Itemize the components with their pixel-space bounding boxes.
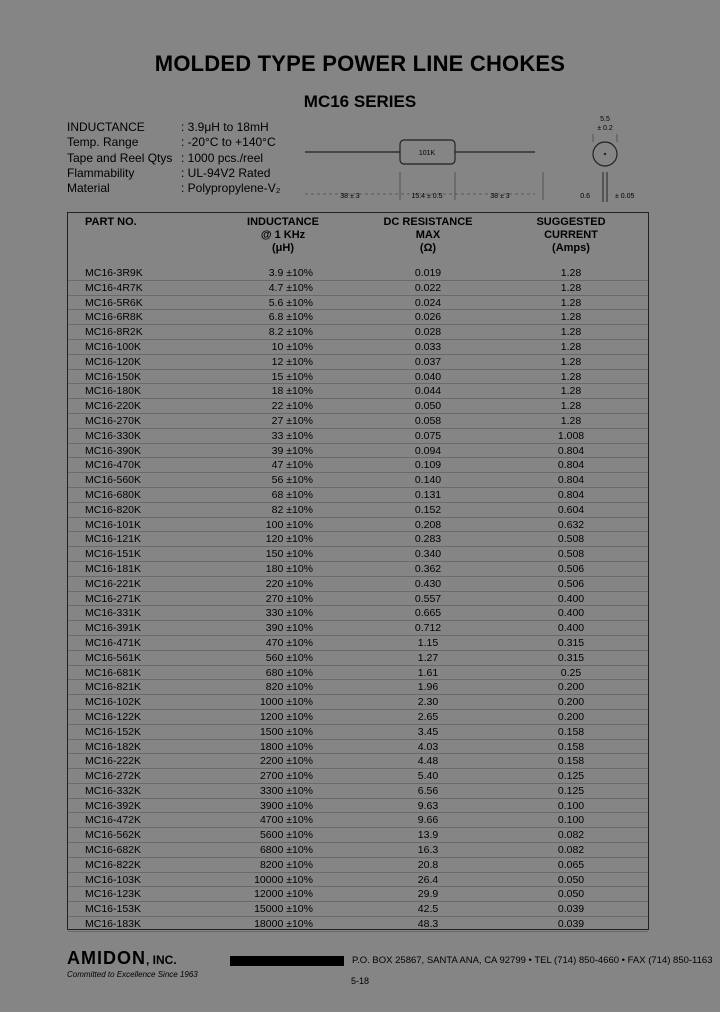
header-line: SUGGESTED: [536, 216, 606, 228]
dim-diameter: 5.5: [600, 116, 610, 123]
series-title: MC16 SERIES: [303, 92, 417, 111]
inductance-value: 47 ±10%: [271, 459, 313, 472]
current-value: 0.158: [557, 725, 585, 738]
current-value: 1.28: [560, 267, 582, 279]
header-line: (Ω): [419, 242, 437, 254]
dc-resistance-value: 0.028: [414, 326, 442, 339]
dc-resistance-value: 0.033: [414, 340, 442, 353]
part-number: MC16-123K: [85, 888, 142, 901]
current-value: 0.065: [557, 858, 585, 871]
table-row: [68, 384, 648, 399]
part-number: MC16-680K: [85, 488, 142, 501]
part-number: MC16-471K: [85, 636, 142, 649]
table-row: [68, 429, 648, 444]
dc-resistance-value: 0.044: [414, 385, 442, 398]
table-row: [68, 266, 648, 281]
header-part-no: PART NO.: [85, 216, 137, 228]
part-number: MC16-222K: [85, 755, 142, 768]
part-number: MC16-330K: [85, 429, 142, 442]
spec-label: INDUCTANCE: [67, 120, 145, 134]
inductance-value: 3.9 ±10%: [268, 267, 313, 279]
inductance-value: 5600 ±10%: [259, 829, 313, 842]
table-row: [68, 769, 648, 784]
company-address: P.O. BOX 25867, SANTA ANA, CA 92799 • TEL (714) 850-4660 • FAX (714) 850-1163: [352, 955, 713, 966]
table-row: [68, 680, 648, 695]
table-row: [68, 666, 648, 681]
dc-resistance-value: 0.283: [414, 533, 442, 546]
dc-resistance-value: 2.65: [417, 710, 439, 723]
dc-resistance-value: 1.61: [417, 666, 439, 679]
part-number: MC16-390K: [85, 444, 142, 457]
dc-resistance-value: 26.4: [417, 873, 439, 886]
inductance-value: 180 ±10%: [265, 562, 313, 575]
table-row: [68, 281, 648, 296]
inductance-value: 330 ±10%: [265, 607, 313, 620]
dc-resistance-value: 16.3: [417, 844, 439, 857]
part-number: MC16-180K: [85, 385, 142, 398]
inductance-value: 82 ±10%: [271, 503, 313, 516]
table-row: [68, 296, 648, 311]
current-value: 0.506: [557, 562, 585, 575]
table-row: [68, 636, 648, 651]
dim-wire-tol: ± 0.05: [615, 193, 635, 200]
current-value: 0.200: [557, 696, 585, 709]
current-value: 1.28: [560, 296, 582, 309]
part-number: MC16-331K: [85, 607, 142, 620]
part-number: MC16-151K: [85, 548, 142, 561]
body-marking: 101K: [418, 150, 436, 157]
inductance-value: 12 ±10%: [271, 355, 313, 368]
inductance-value: 27 ±10%: [271, 414, 313, 427]
table-row: [68, 547, 648, 562]
part-number: MC16-332K: [85, 784, 142, 797]
part-number: MC16-221K: [85, 577, 142, 590]
table-row: [68, 488, 648, 503]
dc-resistance-value: 0.094: [414, 444, 442, 457]
table-row: [68, 340, 648, 355]
dc-resistance-value: 0.019: [414, 267, 442, 279]
inductance-value: 33 ±10%: [271, 429, 313, 442]
part-number: MC16-102K: [85, 696, 142, 709]
spec-label: Material: [67, 181, 110, 196]
dc-resistance-value: 0.050: [414, 400, 442, 413]
dc-resistance-value: 0.340: [414, 548, 442, 561]
header-inductance: [233, 216, 333, 255]
current-value: 1.28: [560, 370, 582, 383]
header-line: MAX: [415, 229, 441, 241]
dc-resistance-value: 0.058: [414, 414, 442, 427]
dc-resistance-value: 0.208: [414, 518, 442, 531]
table-row: [68, 725, 648, 740]
current-value: 0.315: [557, 651, 585, 664]
part-number: MC16-470K: [85, 459, 142, 472]
part-number: MC16-183K: [85, 918, 142, 931]
table-row: [68, 577, 648, 592]
table-row: [68, 873, 648, 888]
spec-value: : -20°C to +140°C: [181, 135, 276, 150]
inductance-value: 220 ±10%: [265, 577, 313, 590]
current-value: 1.28: [560, 355, 582, 368]
part-number: MC16-560K: [85, 474, 142, 487]
dim-body: 15.4 ± 0.5: [411, 193, 443, 200]
inductance-value: 18 ±10%: [271, 385, 313, 398]
dc-resistance-value: 0.140: [414, 474, 442, 487]
table-row: [68, 310, 648, 325]
current-value: 1.28: [560, 326, 582, 339]
current-value: 0.25: [560, 666, 582, 679]
table-row: [68, 710, 648, 725]
dc-resistance-value: 0.022: [414, 281, 442, 294]
spec-list: [67, 120, 280, 196]
dc-resistance-value: 0.712: [414, 622, 442, 635]
dc-resistance-value: 0.131: [414, 488, 442, 501]
inductance-value: 120 ±10%: [265, 533, 313, 546]
spec-label: Temp. Range: [67, 135, 139, 150]
table-row: [68, 518, 648, 533]
spec-row: [67, 181, 280, 196]
table-row: [68, 813, 648, 828]
inductance-value: 10 ±10%: [271, 340, 313, 353]
header-dc-resistance: [373, 216, 483, 255]
table-row: [68, 754, 648, 769]
dc-resistance-value: 9.66: [417, 814, 439, 827]
inductance-value: 15000 ±10%: [254, 903, 313, 916]
part-number: MC16-122K: [85, 710, 142, 723]
table-row: [68, 887, 648, 902]
table-row: [68, 828, 648, 843]
current-value: 1.28: [560, 400, 582, 413]
header-current: [526, 216, 616, 255]
table-row: [68, 799, 648, 814]
inductance-value: 4700 ±10%: [259, 814, 313, 827]
dc-resistance-value: 0.430: [414, 577, 442, 590]
inductance-value: 1200 ±10%: [259, 710, 313, 723]
spec-label: Flammability: [67, 165, 135, 180]
dim-lead-left: 38 ± 3: [340, 193, 360, 200]
part-number: MC16-5R6K: [85, 296, 143, 309]
inductance-value: 100 ±10%: [265, 518, 313, 531]
inductance-value: 2700 ±10%: [259, 770, 313, 783]
current-value: 0.804: [557, 459, 585, 472]
current-value: 1.28: [560, 281, 582, 294]
table-row: [68, 740, 648, 755]
current-value: 1.28: [560, 414, 582, 427]
dim-diameter-tol: ± 0.2: [597, 125, 613, 132]
specification-table: [67, 212, 649, 930]
part-number: MC16-3R9K: [85, 267, 143, 279]
table-row: [68, 695, 648, 710]
inductance-value: 4.7 ±10%: [268, 281, 313, 294]
current-value: 0.158: [557, 740, 585, 753]
header-line: DC RESISTANCE: [383, 216, 473, 228]
current-value: 1.008: [557, 429, 585, 442]
inductance-value: 150 ±10%: [265, 548, 313, 561]
table-row: [68, 444, 648, 459]
dc-resistance-value: 42.5: [417, 903, 439, 916]
current-value: 0.400: [557, 592, 585, 605]
inductance-value: 3300 ±10%: [259, 784, 313, 797]
part-number: MC16-681K: [85, 666, 142, 679]
inductance-value: 6.8 ±10%: [268, 311, 313, 324]
table-header: [68, 213, 648, 263]
dc-resistance-value: 13.9: [417, 829, 439, 842]
dc-resistance-value: 0.026: [414, 311, 442, 324]
inductance-value: 1800 ±10%: [259, 740, 313, 753]
choke-dimension-diagram: [290, 112, 660, 207]
part-number: MC16-121K: [85, 533, 142, 546]
inductance-value: 680 ±10%: [265, 666, 313, 679]
spec-value: : 1000 pcs./reel: [181, 150, 264, 165]
current-value: 0.039: [557, 918, 585, 931]
table-row: [68, 325, 648, 340]
dc-resistance-value: 1.15: [417, 636, 439, 649]
inductance-value: 10000 ±10%: [254, 873, 313, 886]
current-value: 0.508: [557, 548, 585, 561]
current-value: 0.632: [557, 518, 585, 531]
table-row: [68, 414, 648, 429]
inductance-value: 820 ±10%: [265, 681, 313, 694]
part-number: MC16-4R7K: [85, 281, 143, 294]
header-line: (Amps): [552, 242, 590, 254]
part-number: MC16-392K: [85, 799, 142, 812]
table-row: [68, 621, 648, 636]
inductance-value: 6800 ±10%: [259, 844, 313, 857]
inductance-value: 15 ±10%: [271, 370, 313, 383]
dc-resistance-value: 1.27: [417, 651, 439, 664]
current-value: 0.506: [557, 577, 585, 590]
part-number: MC16-120K: [85, 355, 142, 368]
inductance-value: 8.2 ±10%: [268, 326, 313, 339]
current-value: 0.604: [557, 503, 585, 516]
part-number: MC16-150K: [85, 370, 142, 383]
table-row: [68, 399, 648, 414]
inductance-value: 270 ±10%: [265, 592, 313, 605]
current-value: 0.804: [557, 474, 585, 487]
spec-value: : Polypropylene-V₂: [181, 181, 281, 196]
part-number: MC16-271K: [85, 592, 142, 605]
company-tagline: Committed to Excellence Since 1963: [67, 970, 198, 979]
header-line: @ 1 KHz: [260, 229, 306, 241]
current-value: 0.050: [557, 873, 585, 886]
inductance-value: 560 ±10%: [265, 651, 313, 664]
table-row: [68, 592, 648, 607]
table-row: [68, 784, 648, 799]
table-row: [68, 917, 648, 932]
logo-bar: [230, 956, 344, 966]
dc-resistance-value: 0.037: [414, 355, 442, 368]
dc-resistance-value: 48.3: [417, 918, 439, 931]
end-view-center: [604, 153, 606, 155]
dc-resistance-value: 4.03: [417, 740, 439, 753]
spec-row: [67, 135, 280, 150]
current-value: 0.039: [557, 903, 585, 916]
inductance-value: 2200 ±10%: [259, 755, 313, 768]
part-number: MC16-103K: [85, 873, 142, 886]
table-row: [68, 606, 648, 621]
part-number: MC16-182K: [85, 740, 142, 753]
part-number: MC16-152K: [85, 725, 142, 738]
spec-row: [67, 151, 280, 166]
part-number: MC16-472K: [85, 814, 142, 827]
current-value: 0.100: [557, 814, 585, 827]
inductance-value: 1000 ±10%: [259, 696, 313, 709]
part-number: MC16-562K: [85, 829, 142, 842]
current-value: 0.082: [557, 844, 585, 857]
dc-resistance-value: 0.075: [414, 429, 442, 442]
current-value: 0.804: [557, 488, 585, 501]
table-row: [68, 843, 648, 858]
part-number: MC16-682K: [85, 844, 142, 857]
part-number: MC16-220K: [85, 400, 142, 413]
table-row: [68, 532, 648, 547]
current-value: 0.200: [557, 681, 585, 694]
current-value: 0.315: [557, 636, 585, 649]
current-value: 0.400: [557, 607, 585, 620]
spec-row: [67, 166, 280, 181]
current-value: 1.28: [560, 340, 582, 353]
table-row: [68, 858, 648, 873]
part-number: MC16-272K: [85, 770, 142, 783]
dc-resistance-value: 0.152: [414, 503, 442, 516]
current-value: 1.28: [560, 311, 582, 324]
header-line: INDUCTANCE: [247, 216, 319, 228]
part-number: MC16-100K: [85, 340, 142, 353]
table-row: [68, 370, 648, 385]
inductance-value: 3900 ±10%: [259, 799, 313, 812]
spec-value: : UL-94V2 Rated: [181, 165, 271, 180]
dc-resistance-value: 0.024: [414, 296, 442, 309]
current-value: 0.508: [557, 533, 585, 546]
inductance-value: 39 ±10%: [271, 444, 313, 457]
part-number: MC16-270K: [85, 414, 142, 427]
inductance-value: 5.6 ±10%: [268, 296, 313, 309]
part-number: MC16-820K: [85, 503, 142, 516]
table-row: [68, 355, 648, 370]
dc-resistance-value: 5.40: [417, 770, 439, 783]
inductance-value: 12000 ±10%: [254, 888, 313, 901]
table-row: [68, 562, 648, 577]
part-number: MC16-153K: [85, 903, 142, 916]
dc-resistance-value: 4.48: [417, 755, 439, 768]
brand-name: AMIDON: [67, 948, 146, 968]
part-number: MC16-8R2K: [85, 326, 143, 339]
dc-resistance-value: 29.9: [417, 888, 439, 901]
current-value: 0.804: [557, 444, 585, 457]
page-title: MOLDED TYPE POWER LINE CHOKES: [154, 51, 566, 76]
current-value: 0.400: [557, 622, 585, 635]
dc-resistance-value: 6.56: [417, 784, 439, 797]
table-row: [68, 503, 648, 518]
spec-label: Tape and Reel Qtys: [67, 150, 173, 165]
inductance-value: 8200 ±10%: [259, 858, 313, 871]
dc-resistance-value: 0.665: [414, 607, 442, 620]
spec-value: : 3.9μH to 18mH: [181, 120, 269, 134]
dc-resistance-value: 2.30: [417, 696, 439, 709]
part-number: MC16-822K: [85, 858, 142, 871]
inductance-value: 18000 ±10%: [254, 918, 313, 931]
header-line: (μH): [272, 242, 294, 254]
current-value: 0.200: [557, 710, 585, 723]
current-value: 1.28: [560, 385, 582, 398]
inductance-value: 56 ±10%: [271, 474, 313, 487]
spec-row: [67, 120, 280, 135]
part-number: MC16-181K: [85, 562, 142, 575]
current-value: 0.158: [557, 755, 585, 768]
part-number: MC16-6R8K: [85, 311, 143, 324]
inductance-value: 1500 ±10%: [259, 725, 313, 738]
current-value: 0.100: [557, 799, 585, 812]
table-row: [68, 473, 648, 488]
dc-resistance-value: 9.63: [417, 799, 439, 812]
header-line: CURRENT: [544, 229, 598, 241]
inductance-value: 68 ±10%: [271, 488, 313, 501]
inductance-value: 22 ±10%: [271, 400, 313, 413]
dc-resistance-value: 3.45: [417, 725, 439, 738]
dc-resistance-value: 0.557: [414, 592, 442, 605]
page-number: 5-18: [350, 976, 369, 986]
table-row: [68, 902, 648, 917]
dc-resistance-value: 0.109: [414, 459, 442, 472]
current-value: 0.125: [557, 784, 585, 797]
current-value: 0.050: [557, 888, 585, 901]
dc-resistance-value: 0.362: [414, 562, 442, 575]
part-number: MC16-821K: [85, 681, 142, 694]
table-body: [68, 266, 648, 932]
inductance-value: 470 ±10%: [265, 636, 313, 649]
dim-wire: 0.6: [580, 193, 590, 200]
current-value: 0.125: [557, 770, 585, 783]
brand-suffix: , INC.: [146, 953, 177, 967]
inductance-value: 390 ±10%: [265, 622, 313, 635]
dc-resistance-value: 1.96: [417, 681, 439, 694]
part-number: MC16-101K: [85, 518, 142, 531]
dc-resistance-value: 20.8: [417, 858, 439, 871]
dim-lead-right: 38 ± 3: [490, 193, 510, 200]
part-number: MC16-391K: [85, 622, 142, 635]
part-number: MC16-561K: [85, 651, 142, 664]
table-row: [68, 651, 648, 666]
current-value: 0.082: [557, 829, 585, 842]
company-logo: [67, 948, 177, 969]
table-row: [68, 458, 648, 473]
dc-resistance-value: 0.040: [414, 370, 442, 383]
